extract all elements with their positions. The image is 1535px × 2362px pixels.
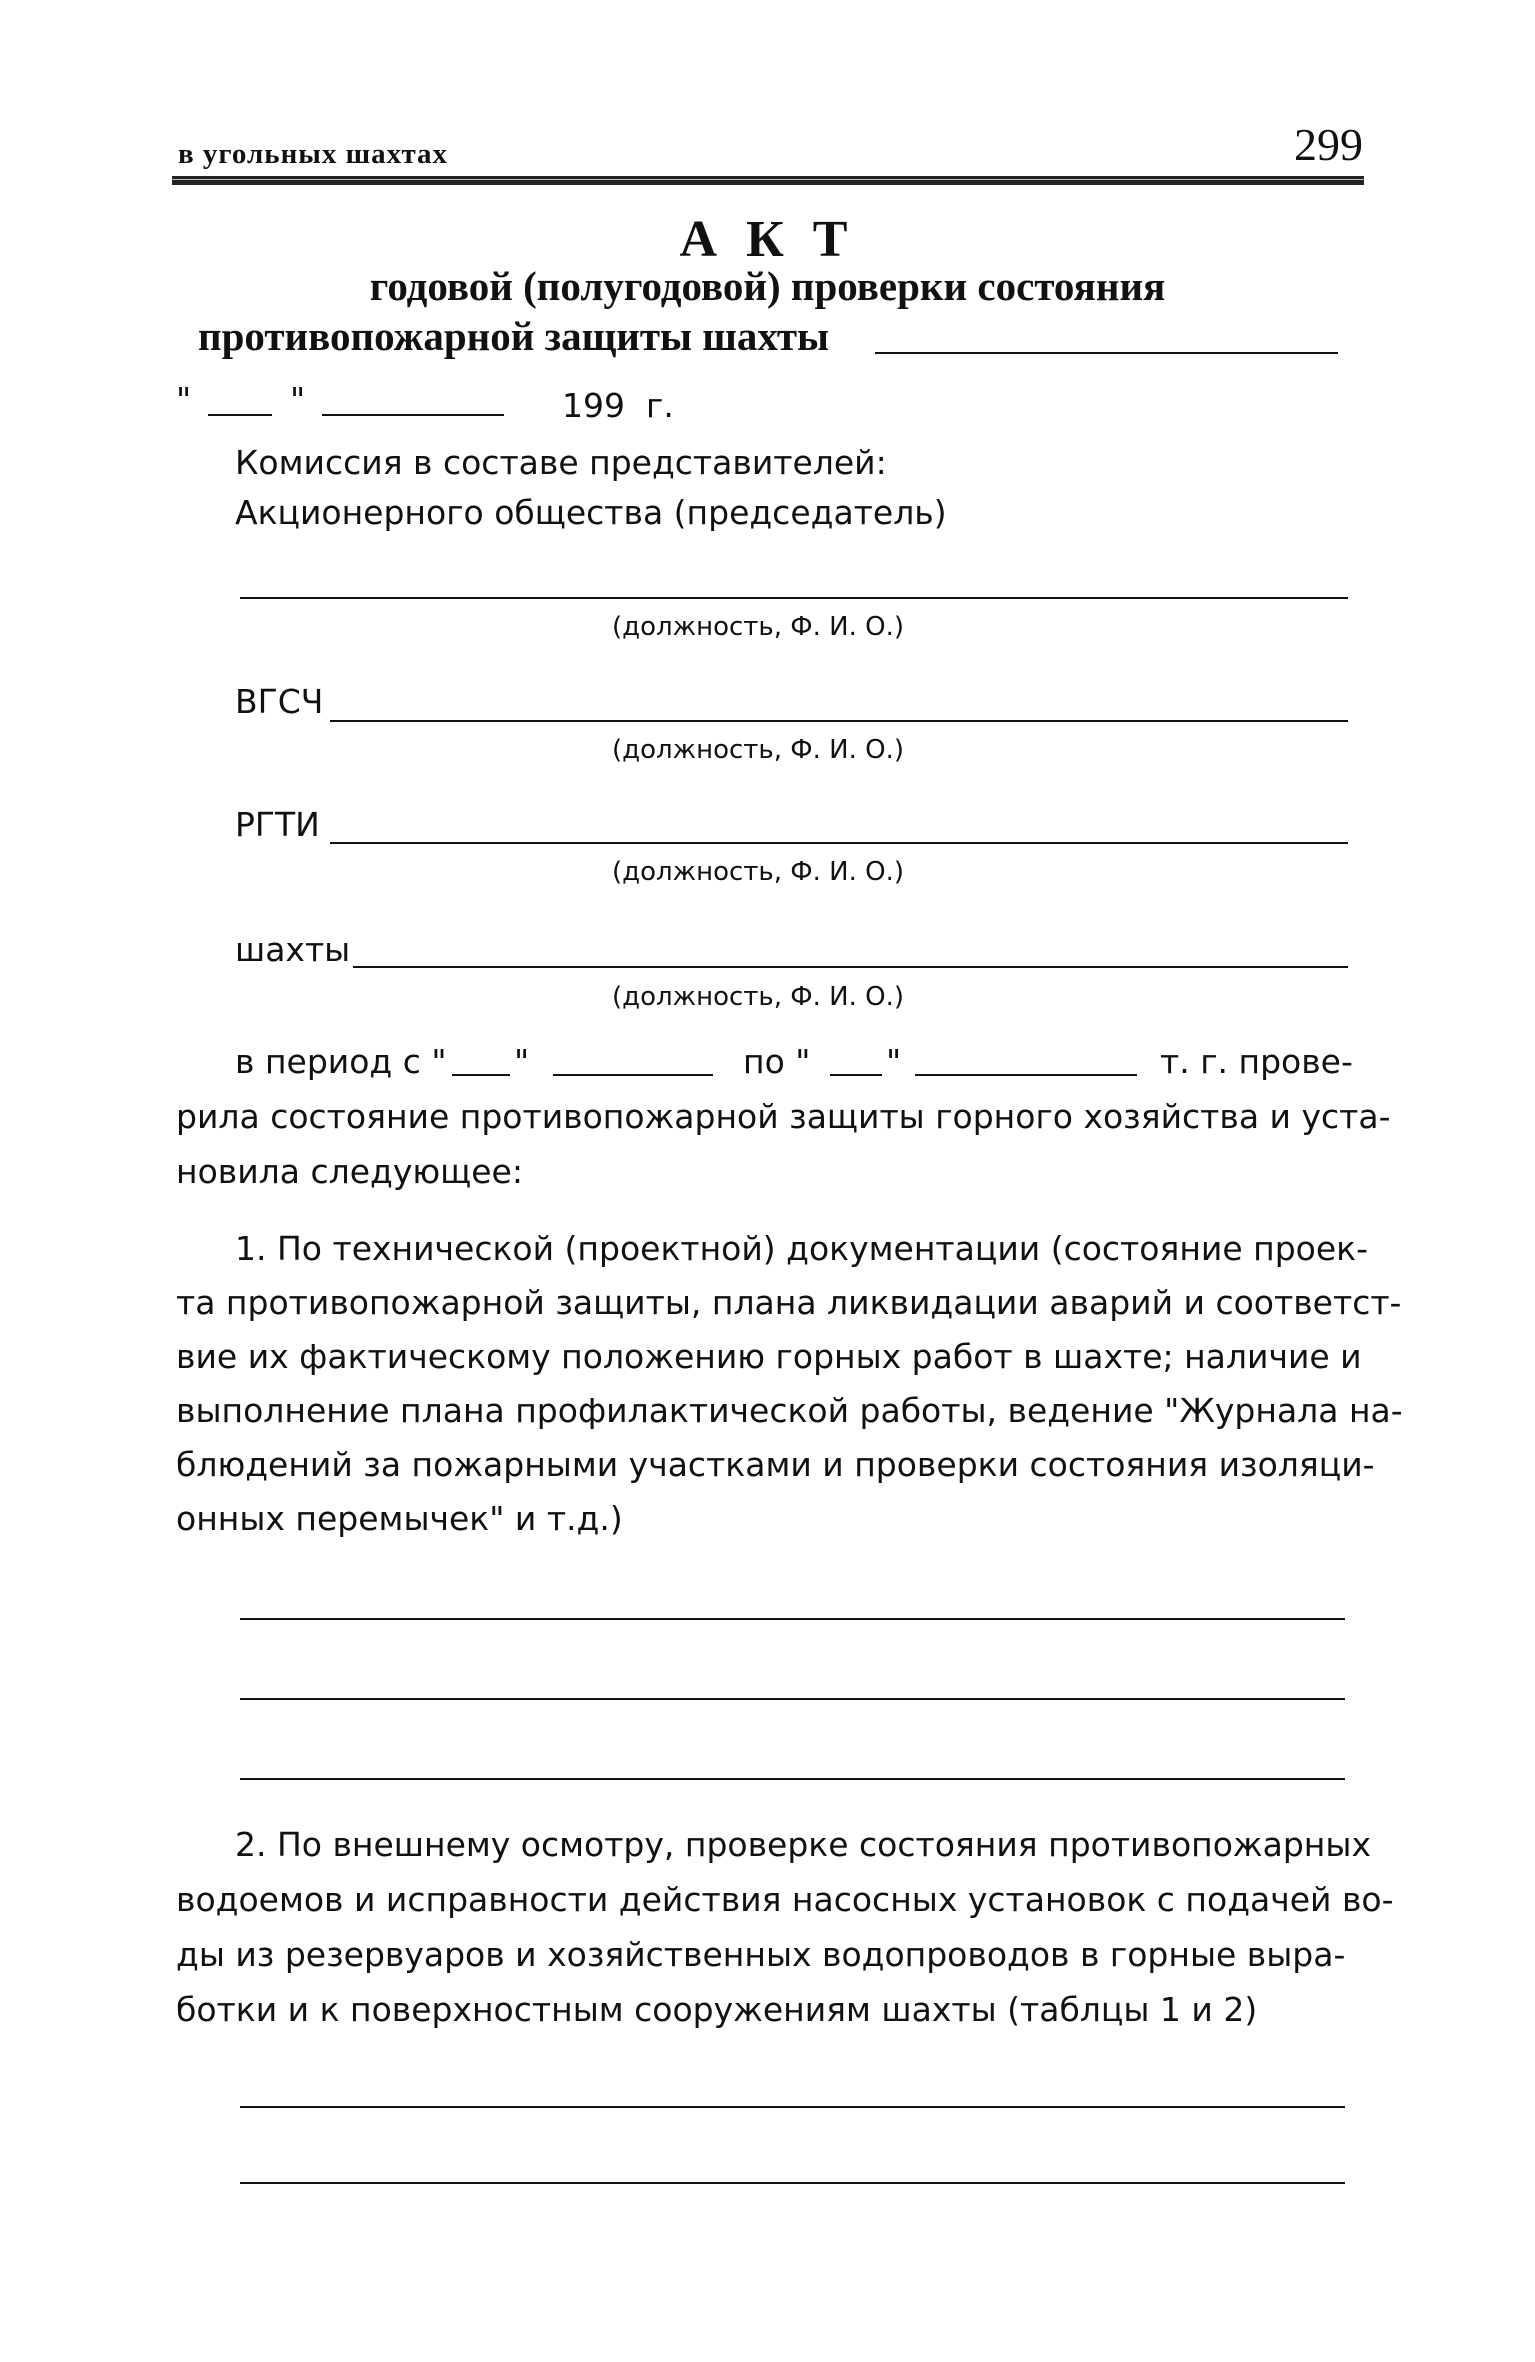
period-by: по " (743, 1042, 811, 1081)
period-quote-2: " (886, 1042, 902, 1081)
item2-line: ды из резервуаров и хозяйственных водопроводов в горные выра- (176, 1935, 1346, 1974)
period-start-month-blank[interactable] (553, 1074, 713, 1076)
document-subtitle-line-1: годовой (полугодовой) проверки состояния (369, 263, 1166, 309)
period-start-day-blank[interactable] (452, 1074, 510, 1076)
vgsch-blank[interactable] (330, 720, 1348, 722)
period-prefix: в период с " (235, 1042, 447, 1081)
running-header: в угольных шахтах (178, 138, 449, 170)
date-year-suffix: г. (646, 386, 674, 425)
header-rule (172, 176, 1364, 185)
document-subtitle-line-2: противопожарной защиты шахты (198, 313, 829, 359)
member-label-mine: шахты (235, 930, 351, 969)
item2-line: ботки и к поверхностным сооружениям шахты (таблцы 1 и 2) (176, 1990, 1258, 2029)
period-line-3: новила следующее: (176, 1152, 523, 1191)
member-label-rgti: РГТИ (235, 805, 320, 844)
document-title: А К Т (679, 211, 856, 268)
commission-line-2: Акционерного общества (председатель) (235, 493, 947, 532)
item1-line: выполнение плана профилактической работы, ведение "Журнала на- (176, 1391, 1403, 1430)
item2-line: водоемов и исправности действия насосных установок с подачей во- (176, 1880, 1394, 1919)
rgti-blank[interactable] (330, 842, 1348, 844)
mine-name-blank[interactable] (875, 352, 1338, 354)
date-day-blank[interactable] (208, 414, 272, 416)
period-line-2: рила состояние противопожарной защиты горного хозяйства и уста- (176, 1097, 1391, 1136)
page-number: 299 (1294, 119, 1363, 170)
date-quote-open: " (176, 380, 192, 419)
date-year: 199 (562, 386, 625, 425)
period-end-month-blank[interactable] (915, 1074, 1137, 1076)
period-quote-1: " (514, 1042, 530, 1081)
item1-line: блюдений за пожарными участками и проверки состояния изоляци- (176, 1445, 1375, 1484)
mine-representative-blank[interactable] (353, 966, 1348, 968)
item1-answer-line[interactable] (240, 1778, 1345, 1780)
item1-answer-line[interactable] (240, 1618, 1345, 1620)
rgti-caption: (должность, Ф. И. О.) (612, 857, 905, 887)
commission-line-1: Комиссия в составе представителей: (235, 443, 887, 482)
period-suffix: т. г. прове- (1160, 1042, 1353, 1081)
item2-answer-line[interactable] (240, 2182, 1345, 2184)
chairman-blank[interactable] (240, 597, 1348, 599)
item1-line: та противопожарной защиты, плана ликвидации аварий и соответст- (176, 1283, 1402, 1322)
vgsch-caption: (должность, Ф. И. О.) (612, 735, 905, 765)
item1-line: онных перемычек" и т.д.) (176, 1499, 623, 1538)
date-month-blank[interactable] (322, 414, 504, 416)
chairman-caption: (должность, Ф. И. О.) (612, 612, 905, 642)
member-label-vgsch: ВГСЧ (235, 682, 324, 721)
item2-line: 2. По внешнему осмотру, проверке состояния противопожарных (235, 1825, 1371, 1864)
item1-line: вие их фактическому положению горных работ в шахте; наличие и (176, 1337, 1362, 1376)
date-quote-close: " (290, 380, 306, 419)
item1-line: 1. По технической (проектной) документации (состояние проек- (235, 1229, 1368, 1268)
mine-caption: (должность, Ф. И. О.) (612, 982, 905, 1012)
item2-answer-line[interactable] (240, 2106, 1345, 2108)
period-end-day-blank[interactable] (830, 1074, 882, 1076)
item1-answer-line[interactable] (240, 1698, 1345, 1700)
